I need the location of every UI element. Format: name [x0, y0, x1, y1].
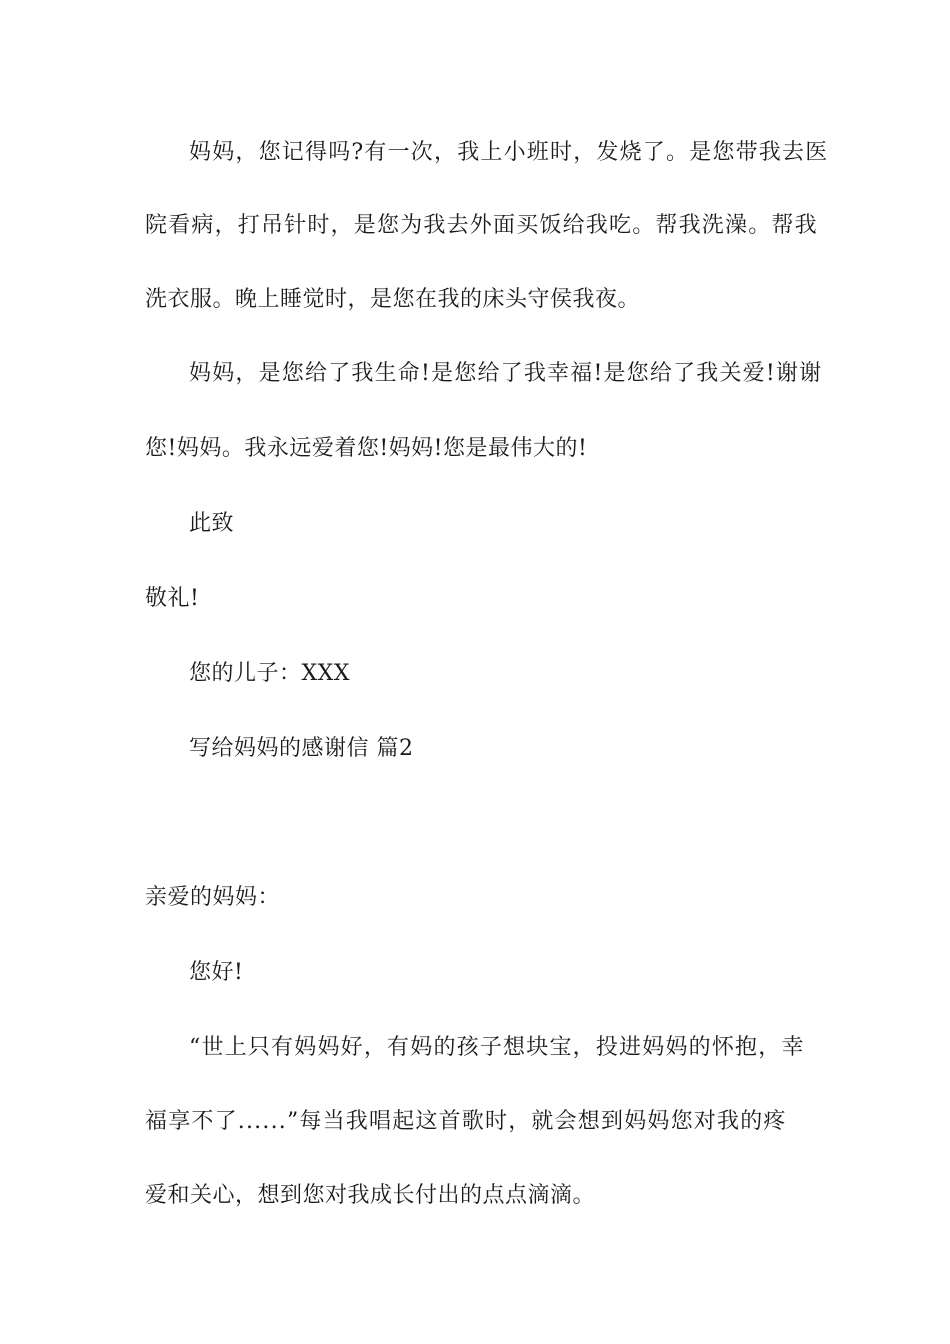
paragraph-line: 洗衣服。晚上睡觉时，是您在我的床头守侯我夜。	[145, 287, 641, 312]
signature-line: 您的儿子：XXX	[189, 661, 350, 686]
paragraph-line: 院看病，打吊针时，是您为我去外面买饭给我吃。帮我洗澡。帮我	[145, 213, 818, 238]
paragraph-line: 妈妈，您记得吗?有一次，我上小班时，发烧了。是您带我去医	[189, 140, 829, 165]
paragraph-line: 妈妈，是您给了我生命!是您给了我幸福!是您给了我关爱!谢谢	[189, 361, 823, 386]
paragraph-line: 您!妈妈。我永远爱着您!妈妈!您是最伟大的!	[145, 436, 588, 461]
paragraph-line: “世上只有妈妈好，有妈的孩子想块宝，投进妈妈的怀抱，幸	[189, 1035, 805, 1060]
closing-salutation: 此致	[189, 511, 235, 536]
closing-regards: 敬礼!	[145, 586, 200, 611]
paragraph-line: 福享不了......”每当我唱起这首歌时，就会想到妈妈您对我的疼	[145, 1109, 787, 1134]
greeting-hello: 您好!	[189, 960, 244, 985]
paragraph-line: 爱和关心，想到您对我成长付出的点点滴滴。	[145, 1183, 596, 1208]
section-heading: 写给妈妈的感谢信 篇2	[189, 736, 414, 761]
greeting-line: 亲爱的妈妈：	[145, 885, 281, 910]
